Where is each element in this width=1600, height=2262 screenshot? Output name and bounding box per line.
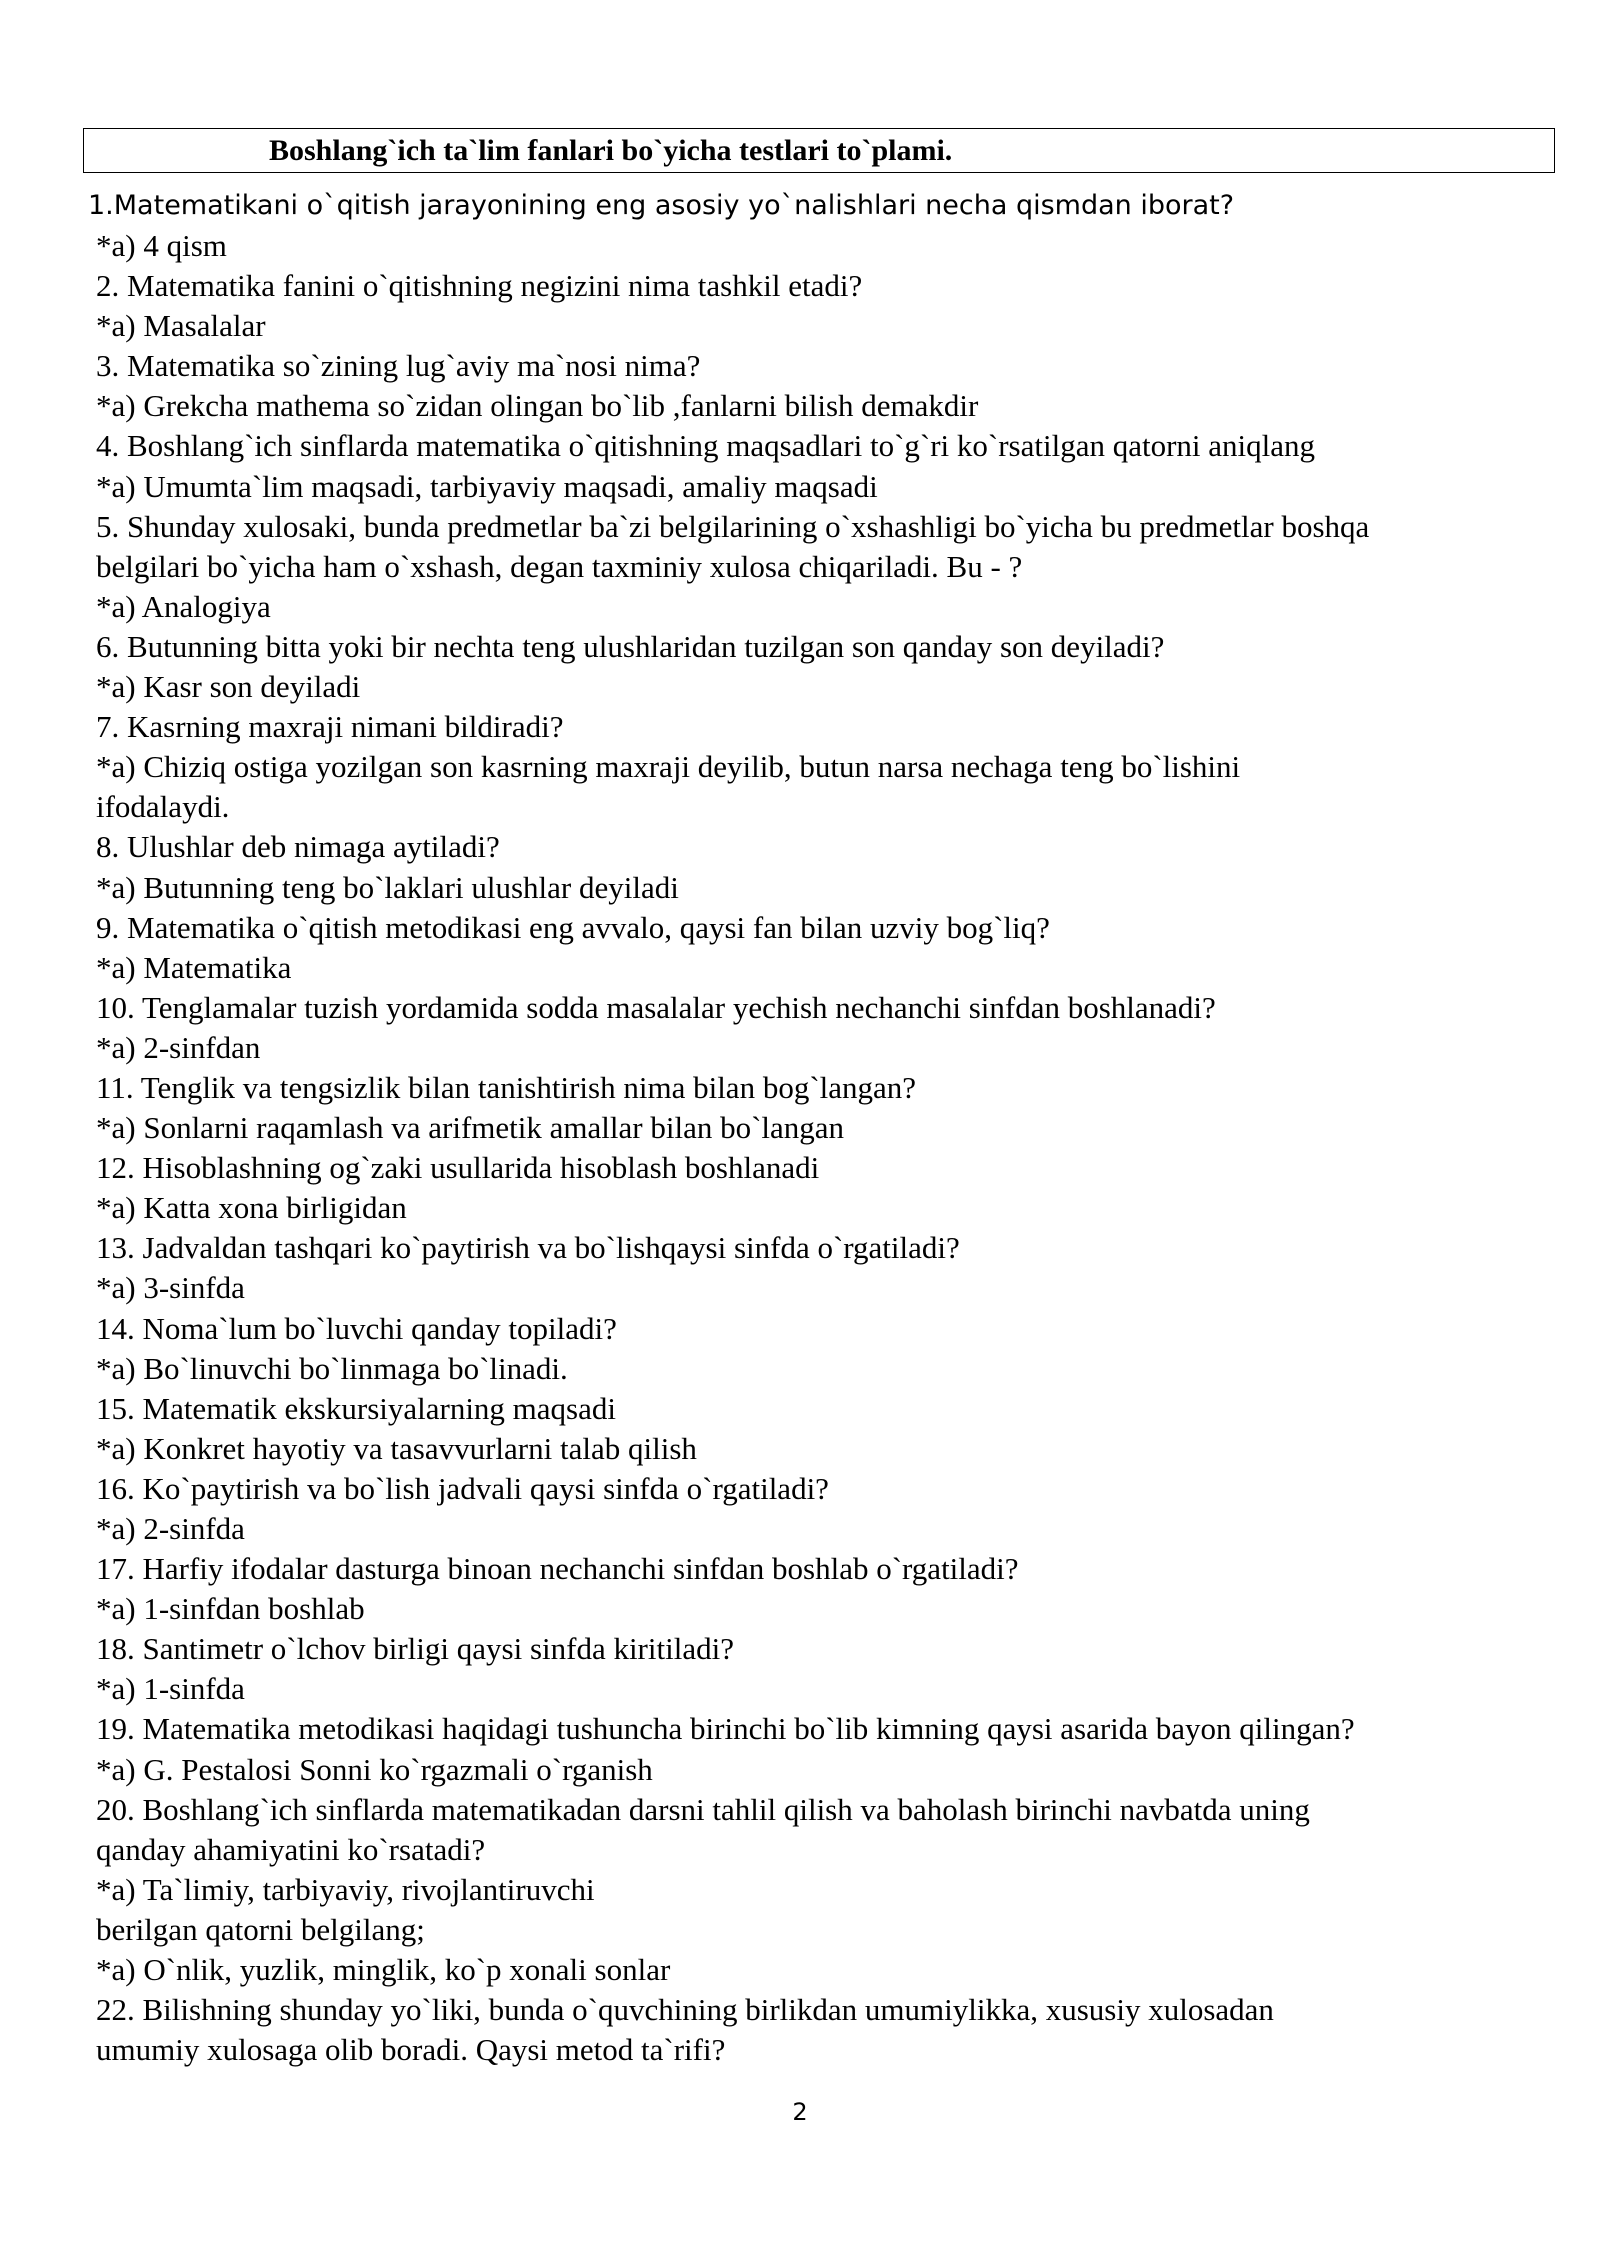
answer-line: *a) Analogiya: [96, 588, 271, 624]
answer-line: *a) G. Pestalosi Sonni ko`rgazmali o`rganish: [96, 1751, 653, 1787]
question-line: 13. Jadvaldan tashqari ko`paytirish va bo`lishqaysi sinfda o`rgatiladi?: [96, 1230, 960, 1266]
answer-line: *a) 2-sinfdan: [96, 1029, 261, 1065]
answer-line: *a) 1-sinfda: [96, 1671, 245, 1707]
answer-line: *a) Butunning teng bo`laklari ulushlar deyiladi: [96, 869, 679, 905]
question-line: 11. Tenglik va tengsizlik bilan tanishtirish nima bilan bog`langan?: [96, 1069, 917, 1105]
question-line: 4. Boshlang`ich sinflarda matematika o`qitishning maqsadlari to`g`ri ko`rsatilgan qatorni aniqlang: [96, 428, 1316, 464]
question-list: [96, 226, 1561, 2070]
page-number: 2: [792, 2098, 808, 2126]
question-line: 8. Ulushlar deb nimaga aytiladi?: [96, 829, 500, 865]
answer-line: *a) Ta`limiy, tarbiyaviy, rivojlantiruvchi: [96, 1871, 595, 1907]
question-line: 9. Matematika o`qitish metodikasi eng avvalo, qaysi fan bilan uzviy bog`liq?: [96, 909, 1050, 945]
question-1: 1.Matematikani o`qitish jarayonining eng asosiy yo`nalishlari necha qismdan iborat?: [88, 190, 1235, 221]
answer-line: *a) Masalalar: [96, 308, 266, 344]
answer-line: *a) Umumta`lim maqsadi, tarbiyaviy maqsadi, amaliy maqsadi: [96, 468, 878, 504]
question-line: 12. Hisoblashning og`zaki usullarida hisoblash boshlanadi: [96, 1150, 820, 1186]
question-line: umumiy xulosaga olib boradi. Qaysi metod ta`rifi?: [96, 2032, 726, 2068]
question-line: 3. Matematika so`zining lug`aviy ma`nosi nima?: [96, 348, 701, 384]
question-line: 5. Shunday xulosaki, bunda predmetlar ba`zi belgilarining o`xshashligi bo`yicha bu predmetlar boshqa: [96, 508, 1370, 544]
answer-line: *a) 1-sinfdan boshlab: [96, 1591, 365, 1627]
question-line: 10. Tenglamalar tuzish yordamida sodda masalalar yechish nechanchi sinfdan boshlanadi?: [96, 989, 1216, 1025]
answer-line: *a) Katta xona birligidan: [96, 1190, 407, 1226]
answer-line: *a) Bo`linuvchi bo`linmaga bo`linadi.: [96, 1350, 568, 1386]
answer-line: *a) 4 qism: [96, 228, 227, 263]
question-line: 20. Boshlang`ich sinflarda matematikadan darsni tahlil qilish va baholash birinchi navbatda uning: [96, 1791, 1310, 1827]
answer-line: *a) 2-sinfda: [96, 1511, 245, 1546]
question-line: berilgan qatorni belgilang;: [96, 1911, 425, 1947]
question-line: 6. Butunning bitta yoki bir nechta teng ulushlaridan tuzilgan son qanday son deyiladi?: [96, 628, 1165, 664]
document-title: Boshlang`ich ta`lim fanlari bo`yicha testlari to`plami.: [269, 134, 953, 167]
answer-line: *a) Matematika: [96, 949, 292, 985]
answer-line: *a) Konkret hayotiy va tasavvurlarni talab qilish: [96, 1430, 697, 1466]
answer-line: *a) O`nlik, yuzlik, minglik, ko`p xonali sonlar: [96, 1952, 671, 1988]
answer-line: *a) Grekcha mathema so`zidan olingan bo`lib ,fanlarni bilish demakdir: [96, 388, 979, 424]
title-box: [83, 128, 1555, 173]
question-line: ifodalaydi.: [96, 789, 230, 825]
question-line: 16. Ko`paytirish va bo`lish jadvali qaysi sinfda o`rgatiladi?: [96, 1470, 829, 1506]
question-line: belgilari bo`yicha ham o`xshash, degan taxminiy xulosa chiqariladi. Bu - ?: [96, 548, 1023, 584]
answer-line: *a) Sonlarni raqamlash va arifmetik amallar bilan bo`langan: [96, 1110, 845, 1146]
question-line: 7. Kasrning maxraji nimani bildiradi?: [96, 709, 564, 745]
question-line: 18. Santimetr o`lchov birligi qaysi sinfda kiritiladi?: [96, 1631, 734, 1667]
question-line: qanday ahamiyatini ko`rsatadi?: [96, 1831, 486, 1867]
question-line: 15. Matematik ekskursiyalarning maqsadi: [96, 1390, 616, 1426]
question-line: 19. Matematika metodikasi haqidagi tushuncha birinchi bo`lib kimning qaysi asarida bayon qilingan?: [96, 1711, 1355, 1747]
question-line: 14. Noma`lum bo`luvchi qanday topiladi?: [96, 1310, 617, 1346]
question-line: 17. Harfiy ifodalar dasturga binoan nechanchi sinfdan boshlab o`rgatiladi?: [96, 1551, 1019, 1587]
answer-line: *a) Chiziq ostiga yozilgan son kasrning maxraji deyilib, butun narsa nechaga teng bo`lishini: [96, 749, 1241, 785]
answer-line: *a) Kasr son deyiladi: [96, 669, 361, 705]
question-line: 22. Bilishning shunday yo`liki, bunda o`quvchining birlikdan umumiylikka, xususiy xulosadan: [96, 1992, 1274, 2028]
question-line: 2. Matematika fanini o`qitishning negizini nima tashkil etadi?: [96, 268, 863, 304]
answer-line: *a) 3-sinfda: [96, 1270, 245, 1306]
